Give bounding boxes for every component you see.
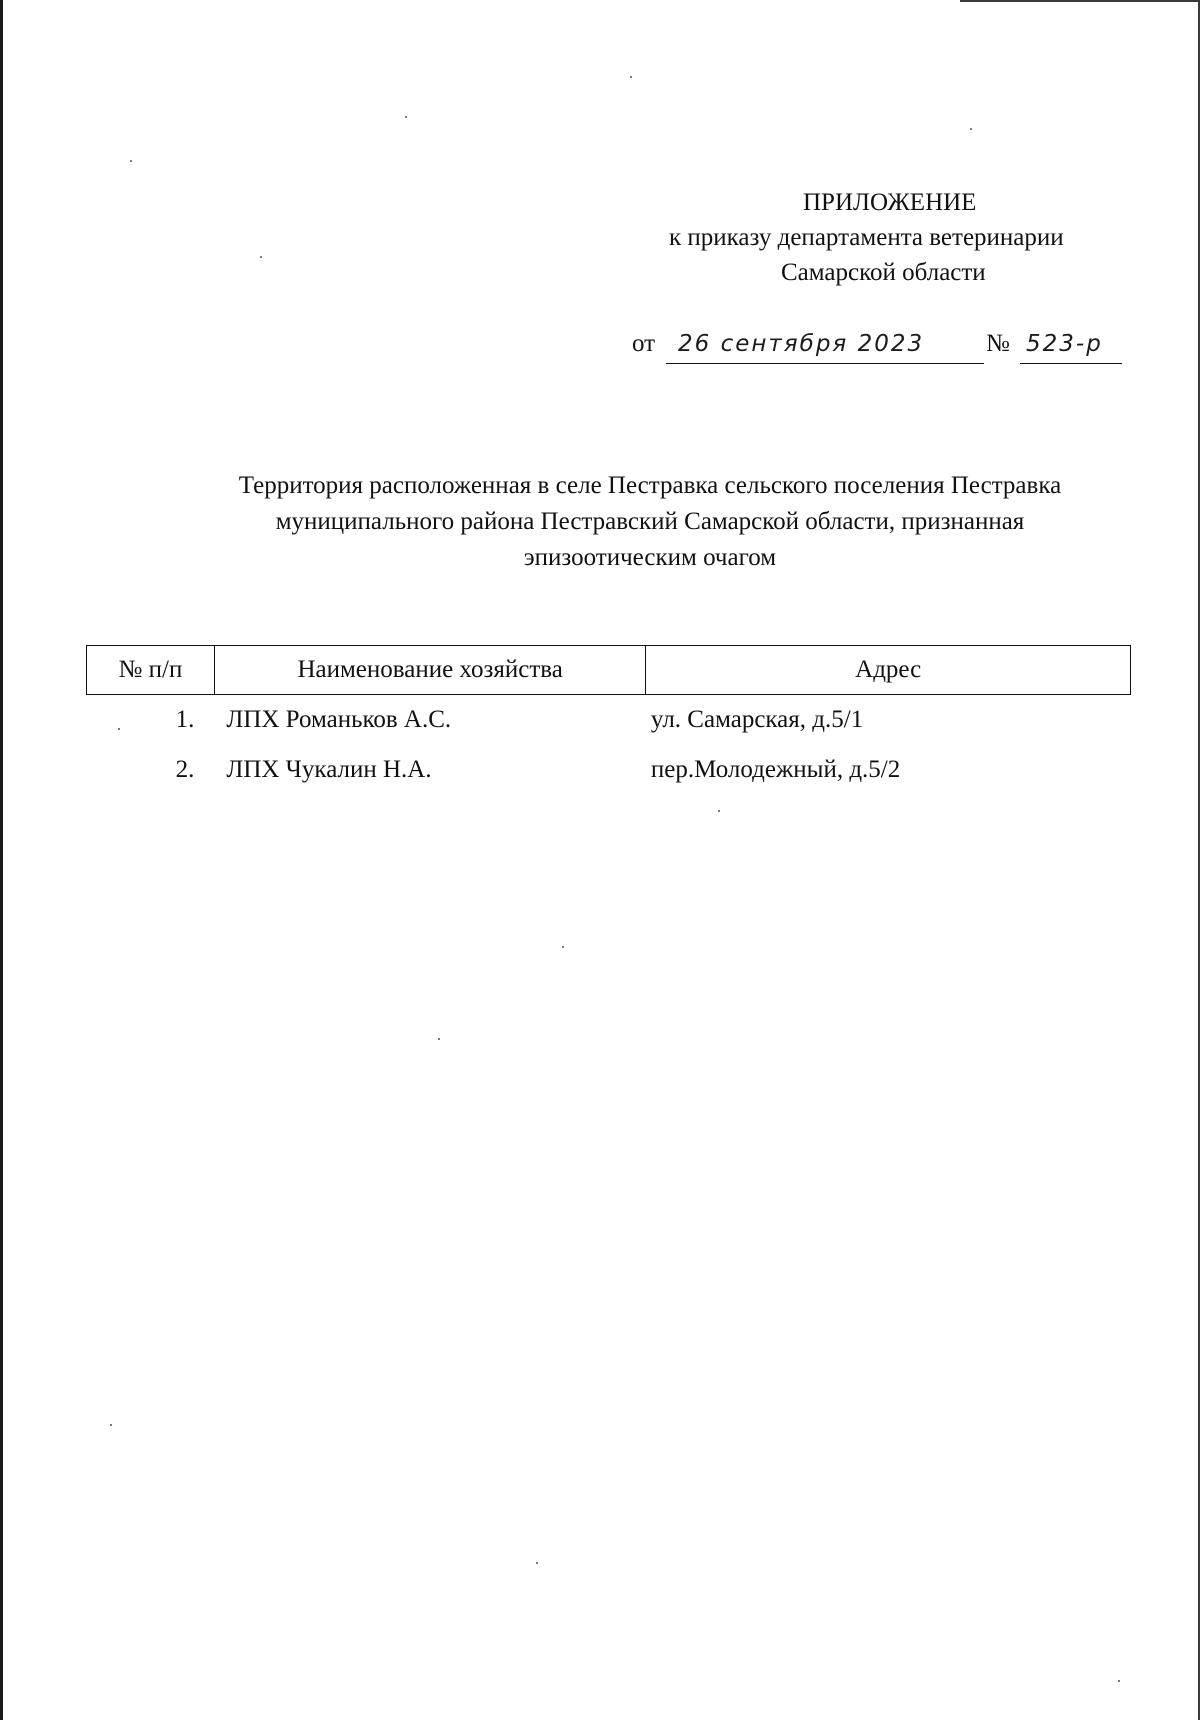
scan-speck: [110, 1424, 112, 1426]
table-row: [87, 745, 1131, 795]
scan-speck: [536, 1562, 538, 1564]
row-number: 2.: [175, 756, 195, 783]
column-header-name: Наименование хозяйства: [214, 646, 646, 695]
scan-speck: [438, 1038, 440, 1040]
scan-speck: [1118, 1680, 1120, 1682]
scan-speck: [718, 810, 720, 812]
column-header-number: № п/п: [87, 646, 215, 695]
scan-speck: [562, 946, 564, 948]
document-title-line1: Территория расположенная в селе Пестравка сельского поселения Пестравка: [238, 472, 1062, 499]
appendix-subtitle-line1: к приказу департамента ветеринарии: [669, 224, 1064, 251]
appendix-subtitle-line2: Самарской области: [781, 259, 986, 286]
table-header-row: [87, 646, 1131, 695]
scan-speck: [970, 128, 972, 130]
scan-speck: [118, 728, 120, 730]
scan-edge-left: [0, 0, 3, 1720]
household-address: ул. Самарская, д.5/1: [650, 706, 864, 733]
household-name: ЛПХ Чукалин Н.А.: [226, 756, 432, 783]
number-label: №: [986, 330, 1010, 357]
date-blank-line: [666, 363, 984, 364]
document-title-line2: муниципального района Пестравский Самарской области, признанная: [275, 508, 1025, 535]
row-number: 1.: [175, 706, 195, 733]
household-address: пер.Молодежный, д.5/2: [650, 756, 901, 783]
scan-speck: [405, 116, 407, 118]
appendix-title: ПРИЛОЖЕНИЕ: [803, 189, 977, 216]
scan-edge-top: [960, 0, 1200, 2]
scan-speck: [260, 256, 262, 258]
table-row: [87, 695, 1131, 746]
scan-speck: [630, 76, 632, 78]
document-title: [160, 468, 1140, 576]
handwritten-number: 523-р: [1026, 331, 1103, 357]
scan-speck: [130, 160, 132, 162]
from-label: от: [632, 330, 656, 357]
column-header-address: Адрес: [646, 646, 1131, 695]
handwritten-date: 26 сентября 2023: [678, 331, 925, 357]
document-title-line3: эпизоотическим очагом: [523, 544, 777, 571]
number-blank-line: [1020, 363, 1122, 364]
household-name: ЛПХ Романьков А.С.: [226, 706, 452, 733]
households-table: [86, 645, 1131, 795]
